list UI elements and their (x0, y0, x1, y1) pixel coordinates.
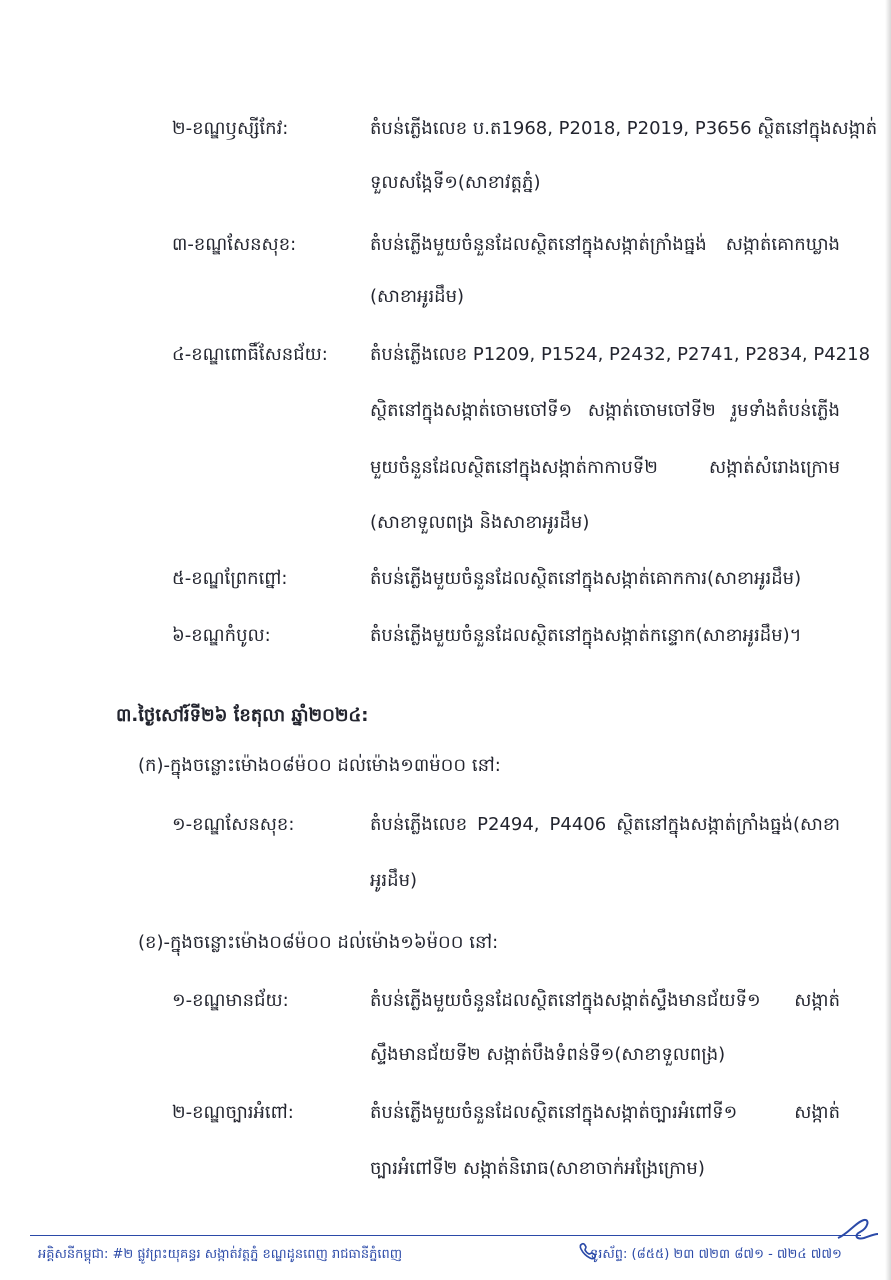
district-label: ៥-ខណ្ឌព្រែកព្នៅ: (172, 568, 288, 589)
page-edge (885, 0, 891, 1280)
entry-line: តំបន់ភ្លើងមួយចំនួនដែលស្ថិតនៅក្នុងសង្កាត់គោកការ(សាខាអូរដឹម) (370, 568, 802, 589)
district-label: ១-ខណ្ឌមានជ័យ: (172, 990, 289, 1011)
entry-line: ស្ទឹងមានជ័យទី២ សង្កាត់បឹងទំពន់ទី១(សាខាទួលពង្រ) (370, 1044, 726, 1065)
entry-line: តំបន់ភ្លើងមួយចំនួនដែលស្ថិតនៅក្នុងសង្កាត់ស្ទឹងមានជ័យទី១ សង្កាត់ (370, 990, 840, 1011)
entry-line: (សាខាទួលពង្រ និងសាខាអូរដឹម) (370, 512, 590, 533)
entry-line: តំបន់ភ្លើងមួយចំនួនដែលស្ថិតនៅក្នុងសង្កាត់ច្បារអំពៅទី១ សង្កាត់ (370, 1102, 840, 1123)
time-period: (ក)-ក្នុងចន្លោះម៉ោង០៨ម៉០០ ដល់ម៉ោង១៣ម៉០០ នៅ: (138, 755, 501, 776)
entry-line: តំបន់ភ្លើងលេខ P2494, P4406 ស្ថិតនៅក្នុងសង្កាត់ក្រាំងធ្នង់(សាខា (370, 814, 840, 835)
entry-line: ច្បារអំពៅទី២ សង្កាត់និរោធ(សាខាចាក់អង្រែក្រោម) (370, 1158, 705, 1179)
entry-line: ទួលសង្កែទី១(សាខាវត្តភ្នំ) (370, 172, 541, 193)
entry-line: ស្ថិតនៅក្នុងសង្កាត់ចោមចៅទី១ សង្កាត់ចោមចៅទី២ រួមទាំងតំបន់ភ្លើង (370, 400, 840, 421)
district-label: ៣-ខណ្ឌសែនសុខ: (172, 234, 297, 255)
district-label: ២-ខណ្ឌឫស្សីកែវ: (172, 118, 289, 139)
entry-line: តំបន់ភ្លើងលេខ ប.ត1968, P2018, P2019, P3656 ស្ថិតនៅក្នុងសង្កាត់ (370, 118, 878, 139)
footer-address: អគ្គិសនីកម្ពុជា: #២ ផ្លូវព្រះយុគន្ធរ សង្កាត់វត្តភ្នំ ខណ្ឌដូនពេញ រាជធានីភ្នំពេញ (38, 1247, 403, 1262)
footer-phone: ទូរស័ព្ទ: (៨៥៥) ២៣ ៧២៣ ៨៧១ - ៧២៤ ៧៧១ (590, 1247, 842, 1262)
page-number-mark (834, 1216, 880, 1246)
footer-divider (30, 1235, 861, 1236)
entry-line: តំបន់ភ្លើងមួយចំនួនដែលស្ថិតនៅក្នុងសង្កាត់ក្រាំងធ្នង់ សង្កាត់គោកឃ្លាង (370, 234, 840, 255)
district-label: ២-ខណ្ឌច្បារអំពៅ: (172, 1102, 294, 1123)
district-label: ៤-ខណ្ឌពោធិ៍សែនជ័យ: (172, 344, 328, 365)
entry-line: មួយចំនួនដែលស្ថិតនៅក្នុងសង្កាត់កាកាបទី២ សង្កាត់សំរោងក្រោម (370, 457, 840, 478)
district-label: ១-ខណ្ឌសែនសុខ: (172, 814, 295, 835)
district-label: ៦-ខណ្ឌកំបូល: (172, 625, 271, 646)
entry-line: តំបន់ភ្លើងមួយចំនួនដែលស្ថិតនៅក្នុងសង្កាត់កន្ទោក(សាខាអូរដឹម)។ (370, 625, 802, 646)
section-heading: ៣.ថ្ងៃសៅរ៍ទី២៦ ខែតុលា ឆ្នាំ២០២៤: (116, 705, 369, 726)
entry-line: តំបន់ភ្លើងលេខ P1209, P1524, P2432, P2741, P2834, P4218 (370, 344, 871, 365)
time-period: (ខ)-ក្នុងចន្លោះម៉ោង០៨ម៉០០ ដល់ម៉ោង១៦ម៉០០ នៅ: (138, 932, 499, 953)
entry-line: អូរដឹម) (370, 870, 418, 891)
entry-line: (សាខាអូរដឹម) (370, 286, 465, 307)
